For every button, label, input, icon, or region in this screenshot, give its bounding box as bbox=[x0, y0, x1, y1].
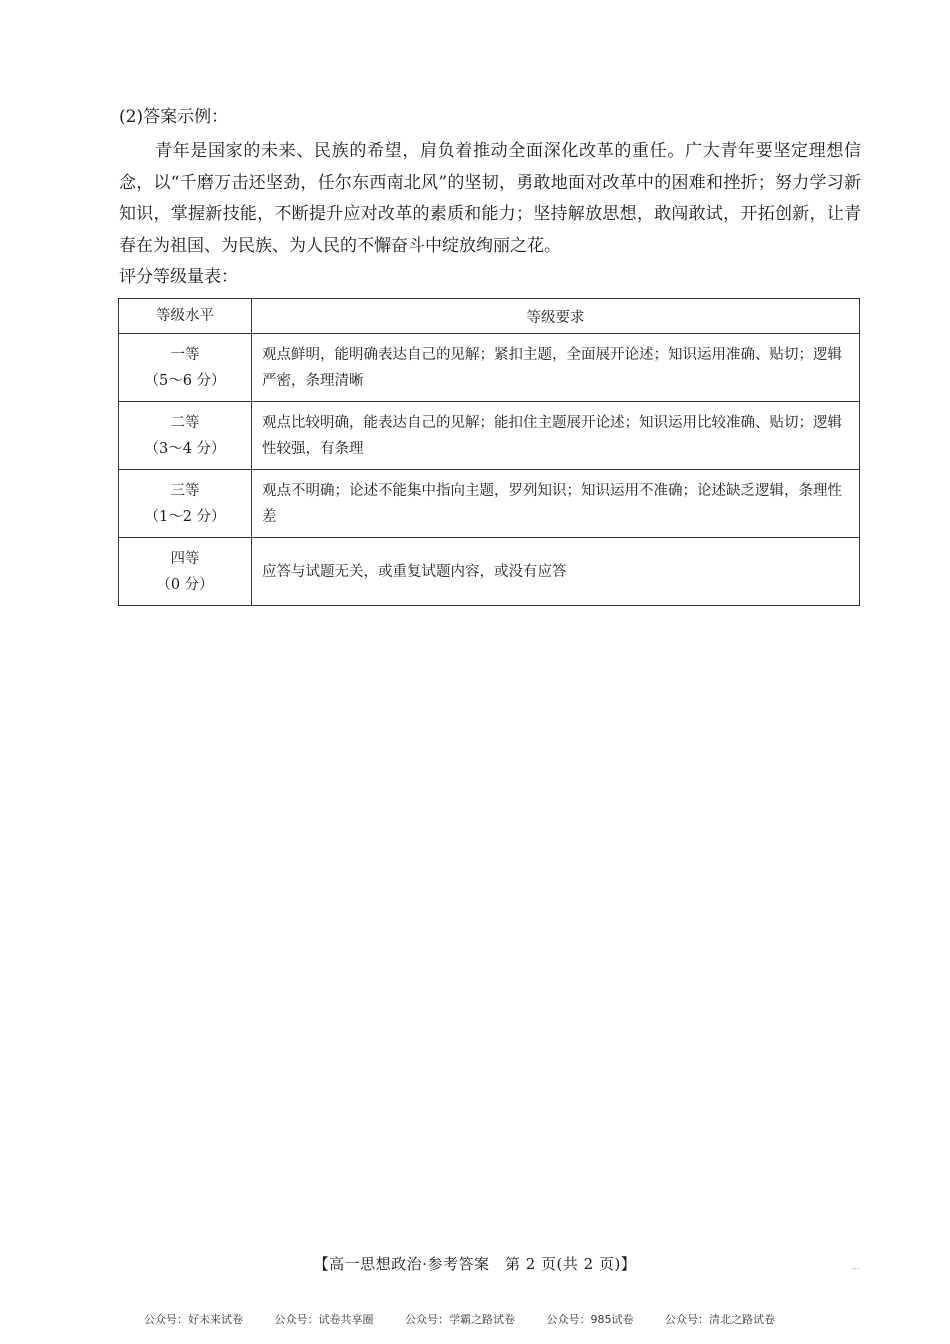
wechat-accounts-bar bbox=[144, 1311, 803, 1327]
table-header-row bbox=[119, 299, 860, 334]
level-cell bbox=[119, 334, 252, 402]
wechat-account: 公众号：清北之路试卷 bbox=[665, 1313, 775, 1326]
table-row bbox=[119, 402, 860, 470]
level-score: （0 分） bbox=[156, 576, 214, 593]
table-row bbox=[119, 334, 860, 402]
requirement-cell: 观点比较明确，能表达自己的见解；能扣住主题展开论述；知识运用比较准确、贴切；逻辑性较强，有条理 bbox=[252, 402, 860, 470]
level-score: （3～4 分） bbox=[144, 440, 226, 457]
requirement-cell: 应答与试题无关，或重复试题内容，或没有应答 bbox=[252, 538, 860, 606]
page-footer: 【高一思想政治·参考答案 第 2 页(共 2 页)】 bbox=[313, 1255, 637, 1273]
header-requirement: 等级要求 bbox=[252, 299, 860, 334]
corner-mark: ... bbox=[852, 1262, 860, 1271]
answer-heading: (2)答案示例： bbox=[119, 107, 229, 127]
level-score: （5～6 分） bbox=[144, 372, 226, 389]
wechat-account: 公众号：试卷共享圈 bbox=[274, 1313, 374, 1326]
table-row bbox=[119, 538, 860, 606]
level-name: 四等 bbox=[170, 550, 200, 567]
scale-title: 评分等级量表： bbox=[119, 267, 238, 287]
wechat-account: 公众号：学霸之路试卷 bbox=[405, 1313, 515, 1326]
level-name: 二等 bbox=[170, 414, 200, 431]
header-level: 等级水平 bbox=[119, 299, 252, 334]
requirement-cell: 观点鲜明，能明确表达自己的见解；紧扣主题，全面展开论述；知识运用准确、贴切；逻辑严密，条理清晰 bbox=[252, 334, 860, 402]
answer-paragraph: 青年是国家的未来、民族的希望，肩负着推动全面深化改革的重任。广大青年要坚定理想信念，以“千磨万击还坚劲，任尔东西南北风”的坚韧，勇敢地面对改革中的困难和挫折；努力学习新知识，掌握新技能，不断提升应对改革的素质和能力；坚持解放思想，敢闯敢试，开拓创新，让青春在为祖国、为民族、为人民的不懈奋斗中绽放绚丽之花。 bbox=[119, 141, 861, 256]
wechat-account: 公众号：985试卷 bbox=[546, 1313, 634, 1326]
requirement-cell: 观点不明确；论述不能集中指向主题，罗列知识；知识运用不准确；论述缺乏逻辑，条理性差 bbox=[252, 470, 860, 538]
level-cell bbox=[119, 538, 252, 606]
level-name: 三等 bbox=[170, 482, 200, 499]
table-row bbox=[119, 470, 860, 538]
level-score: （1～2 分） bbox=[144, 508, 226, 525]
level-cell bbox=[119, 470, 252, 538]
grading-scale-table bbox=[118, 298, 860, 606]
wechat-account: 公众号：好未来试卷 bbox=[144, 1313, 243, 1326]
level-name: 一等 bbox=[170, 346, 200, 363]
level-cell bbox=[119, 402, 252, 470]
